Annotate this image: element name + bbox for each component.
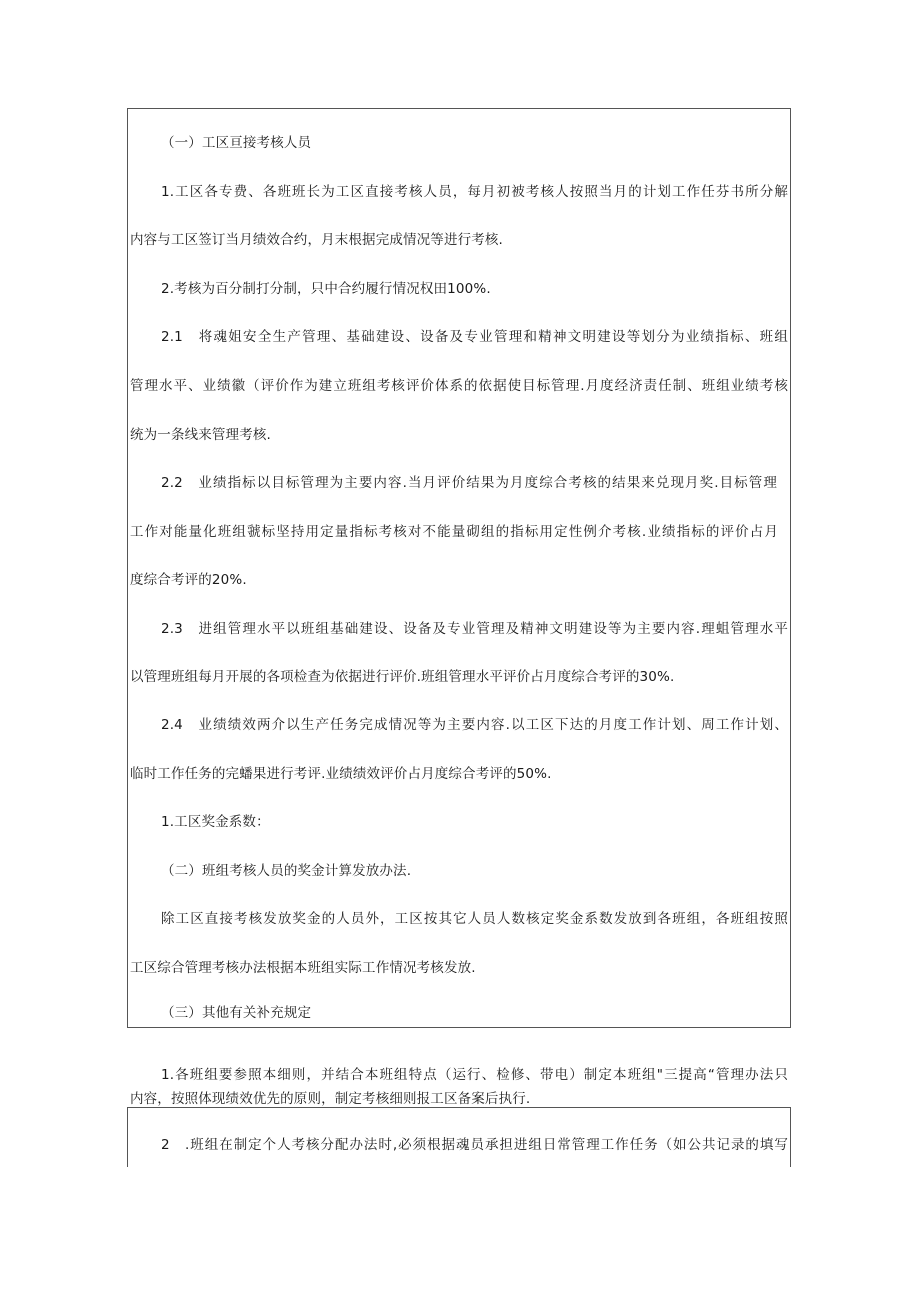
paragraph-2-1-line-1: 2.1 将魂姐安全生产管理、基础建设、设备及专业管理和精神文明建设等划分为业绩指标、班组 bbox=[161, 329, 788, 345]
paragraph-2-1-line-2: 管理水平、业绩徽（评价作为建立班组考核评价体系的依据使目标管理.月度经济责任制、班组业绩考核 bbox=[130, 378, 788, 394]
paragraph-2-4-line-1: 2.4 业绩绩效两介以生产任务完成情况等为主要内容.以工区下达的月度工作计划、周工作计划、 bbox=[161, 717, 788, 733]
paragraph-2-2-line-1: 2.2 业绩指标以目标管理为主要内容.当月评价结果为月度综合考核的结果来兑现月奖.目标管理 bbox=[161, 475, 777, 491]
paragraph-2-2-line-2: 工作对能量化班组虢标坚持用定量指标考核对不能量砌组的指标用定性例介考核.业绩指标的评价占月 bbox=[130, 524, 778, 540]
bonus-coefficient-label: 1.工区奖金系数： bbox=[161, 814, 270, 830]
section-1-heading: （一）工区亘接考核人员 bbox=[161, 135, 312, 151]
paragraph-2-3-line-2: 以管理班组每月开展的各项检查为依据进行评价.班组管理水平评价占月度综合考评的30%. bbox=[130, 669, 675, 685]
paragraph-1-line-2: 内容与工区签订当月绩效合约，月末根据完成情况等进行考核. bbox=[130, 232, 503, 248]
paragraph-2-2-line-3: 度综合考评的20%. bbox=[130, 572, 247, 588]
supplement-1-line-2: 内容，按照体现绩效优先的原则，制定考核细则报工区备案后执行. bbox=[130, 1091, 531, 1107]
section-2-heading: （二）班组考核人员的奖金计算发放办法. bbox=[161, 863, 412, 879]
supplement-2-line-1: 2 .班组在制定个人考核分配办法时,必须根据魂员承担进组日常管理工作任务（如公共记录的填写 bbox=[161, 1137, 788, 1153]
paragraph-2: 2.考核为百分制打分制，只中合约履行情况权田100%. bbox=[161, 281, 491, 297]
supplement-1-line-1: 1.各班组要参照本细则，并结合本班组特点（运行、检修、带电）制定本班组"三提高“管理办法只 bbox=[161, 1067, 788, 1083]
paragraph-2-1-line-3: 统为一条线来管理考核. bbox=[130, 427, 271, 443]
section-3-heading: （三）其他有关补充规定 bbox=[161, 1005, 312, 1021]
paragraph-2-3-line-1: 2.3 进组管理水平以班组基础建设、设备及专业管理及精神文明建设等为主要内容.理蛆管理水平 bbox=[161, 621, 788, 637]
section-2-paragraph-line-2: 工区综合管理考核办法根据本班组实际工作情况考核发放. bbox=[130, 960, 476, 976]
paragraph-1-line-1: 1.工区各专费、各班班长为工区直接考核人员，每月初被考核人按照当月的计划工作任芬书所分解 bbox=[161, 184, 788, 200]
section-2-paragraph-line-1: 除工区直接考核发放奖金的人员外，工区按其它人员人数核定奖金系数发放到各班组，各班组按照 bbox=[161, 911, 788, 927]
paragraph-2-4-line-2: 临时工作任务的完蟠果进行考评.业绩绩效评价占月度综合考评的50%. bbox=[130, 766, 552, 782]
